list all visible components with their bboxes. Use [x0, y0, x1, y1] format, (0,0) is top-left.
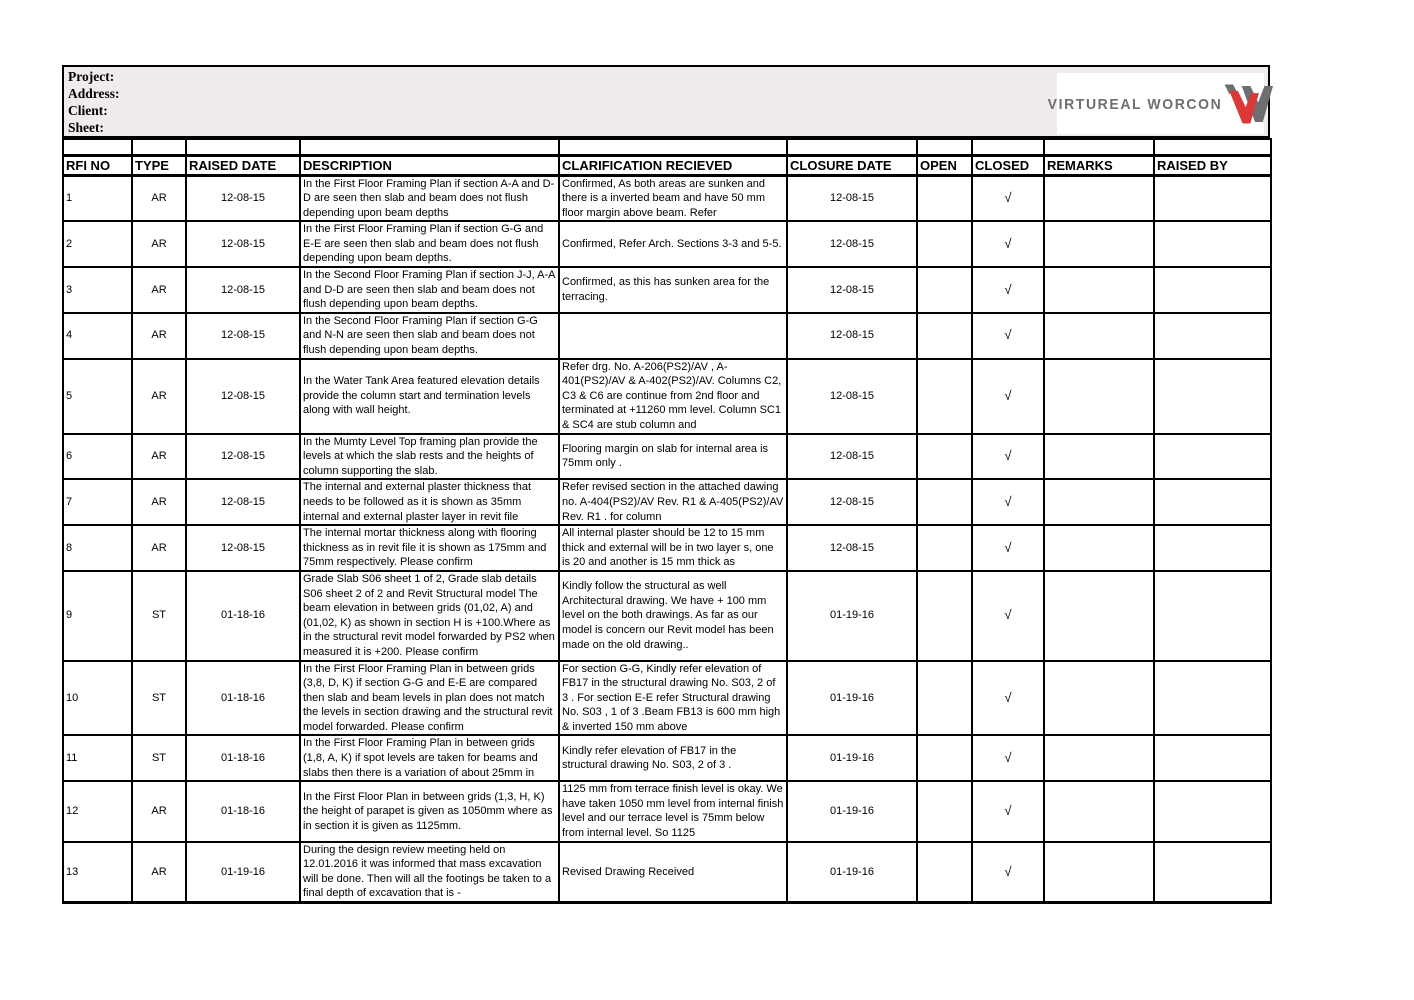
cell-open: [917, 221, 972, 267]
spacer-cell: [787, 139, 917, 155]
spacer-cell: [972, 139, 1044, 155]
cell-closed-check: √: [972, 359, 1044, 434]
cell-type: ST: [132, 735, 186, 781]
client-label: Client:: [68, 103, 108, 118]
cell-raised-date: 01-18-16: [186, 571, 300, 661]
cell-raised-date: 12-08-15: [186, 434, 300, 480]
table-row: [63, 661, 1271, 736]
cell-closed-check: √: [972, 842, 1044, 903]
cell-description: In the First Floor Framing Plan in between grids (1,8, A, K) if spot levels are taken for beams and slabs then there is a variation of about 25mm in: [300, 735, 559, 781]
cell-closed-check: √: [972, 313, 1044, 359]
cell-remarks: [1044, 781, 1154, 841]
cell-closed-check: √: [972, 479, 1044, 525]
cell-raised-date: 12-08-15: [186, 479, 300, 525]
cell-rfi-no: 13: [63, 842, 132, 903]
cell-remarks: [1044, 525, 1154, 571]
cell-remarks: [1044, 175, 1154, 221]
cell-clarification: Refer revised section in the attached dawing no. A-404(PS2)/AV Rev. R1 & A-405(PS2)/AV Rev. R1 . for column: [559, 479, 787, 525]
cell-raised-by: [1154, 842, 1271, 903]
cell-closed-check: √: [972, 781, 1044, 841]
spacer-cell: [63, 139, 132, 155]
col-header-description: DESCRIPTION: [300, 155, 559, 175]
company-logo: [1047, 73, 1264, 134]
cell-open: [917, 175, 972, 221]
cell-remarks: [1044, 571, 1154, 661]
cell-clarification: 1125 mm from terrace finish level is okay. We have taken 1050 mm level from internal finish level and our terrace level is 75mm below from internal level. So 1125: [559, 781, 787, 841]
cell-rfi-no: 9: [63, 571, 132, 661]
cell-description: In the Mumty Level Top framing plan provide the levels at which the slab rests and the heights of column supporting the slab.: [300, 434, 559, 480]
cell-open: [917, 571, 972, 661]
cell-remarks: [1044, 221, 1154, 267]
cell-closure-date: 12-08-15: [787, 175, 917, 221]
cell-open: [917, 661, 972, 736]
cell-raised-date: 01-18-16: [186, 735, 300, 781]
cell-type: AR: [132, 781, 186, 841]
cell-raised-date: 01-18-16: [186, 781, 300, 841]
address-label: Address:: [68, 86, 120, 101]
cell-clarification: Confirmed, as this has sunken area for the terracing.: [559, 267, 787, 313]
cell-closed-check: √: [972, 267, 1044, 313]
project-label: Project:: [68, 69, 115, 84]
cell-raised-date: 01-18-16: [186, 661, 300, 736]
cell-raised-by: [1154, 267, 1271, 313]
cell-remarks: [1044, 267, 1154, 313]
cell-raised-date: 12-08-15: [186, 525, 300, 571]
cell-raised-by: [1154, 571, 1271, 661]
spacer-cell: [559, 139, 787, 155]
table-row: [63, 735, 1271, 781]
rfi-log-sheet: [62, 65, 1270, 904]
cell-raised-by: [1154, 359, 1271, 434]
cell-open: [917, 267, 972, 313]
cell-remarks: [1044, 313, 1154, 359]
col-header-closed: CLOSED: [972, 155, 1044, 175]
cell-raised-by: [1154, 221, 1271, 267]
cell-raised-date: 12-08-15: [186, 175, 300, 221]
cell-open: [917, 359, 972, 434]
col-header-rfi-no: RFI NO: [63, 155, 132, 175]
cell-remarks: [1044, 479, 1154, 525]
cell-closure-date: 01-19-16: [787, 735, 917, 781]
cell-rfi-no: 11: [63, 735, 132, 781]
table-row: [63, 842, 1271, 903]
cell-remarks: [1044, 735, 1154, 781]
table-row: [63, 781, 1271, 841]
sheet-label: Sheet:: [68, 120, 104, 135]
cell-closure-date: 12-08-15: [787, 479, 917, 525]
cell-description: In the First Floor Plan in between grids (1,3, H, K) the height of parapet is given as 1050mm where as in section it is given as 1125mm.: [300, 781, 559, 841]
cell-open: [917, 434, 972, 480]
cell-closure-date: 01-19-16: [787, 842, 917, 903]
cell-closed-check: √: [972, 434, 1044, 480]
col-header-remarks: REMARKS: [1044, 155, 1154, 175]
cell-open: [917, 313, 972, 359]
cell-raised-by: [1154, 525, 1271, 571]
cell-open: [917, 479, 972, 525]
col-header-raised-by: RAISED BY: [1154, 155, 1271, 175]
cell-type: AR: [132, 434, 186, 480]
table-row: [63, 175, 1271, 221]
spacer-cell: [917, 139, 972, 155]
cell-rfi-no: 12: [63, 781, 132, 841]
spacer-cell: [132, 139, 186, 155]
cell-description: In the Second Floor Framing Plan if section G-G and N-N are seen then slab and beam does not flush depending upon beam depths.: [300, 313, 559, 359]
spacer-cell: [1044, 139, 1154, 155]
table-row: [63, 434, 1271, 480]
col-header-closure-date: CLOSURE DATE: [787, 155, 917, 175]
cell-closure-date: 01-19-16: [787, 661, 917, 736]
table-row: [63, 479, 1271, 525]
cell-clarification: Kindly refer elevation of FB17 in the structural drawing No. S03, 2 of 3 .: [559, 735, 787, 781]
cell-raised-date: 01-19-16: [186, 842, 300, 903]
table-row: [63, 525, 1271, 571]
cell-description: The internal and external plaster thickness that needs to be followed as it is shown as 35mm internal and external plaster layer in revit file: [300, 479, 559, 525]
cell-closure-date: 12-08-15: [787, 525, 917, 571]
cell-closure-date: 01-19-16: [787, 571, 917, 661]
cell-type: AR: [132, 221, 186, 267]
cell-remarks: [1044, 359, 1154, 434]
cell-raised-date: 12-08-15: [186, 267, 300, 313]
cell-raised-date: 12-08-15: [186, 313, 300, 359]
spacer-cell: [1154, 139, 1271, 155]
table-row: [63, 359, 1271, 434]
cell-rfi-no: 4: [63, 313, 132, 359]
cell-raised-by: [1154, 175, 1271, 221]
table-header-row: [63, 155, 1271, 175]
cell-description: In the First Floor Framing Plan if section G-G and E-E are seen then slab and beam does not flush depending upon beam depths.: [300, 221, 559, 267]
cell-rfi-no: 3: [63, 267, 132, 313]
cell-rfi-no: 2: [63, 221, 132, 267]
cell-open: [917, 842, 972, 903]
cell-open: [917, 525, 972, 571]
cell-clarification: Refer drg. No. A-206(PS2)/AV , A-401(PS2)/AV & A-402(PS2)/AV. Columns C2, C3 & C6 are continue from 2nd floor and terminated at +11260 mm level. Column SC1 & SC4 are stub column and: [559, 359, 787, 434]
table-row: [63, 571, 1271, 661]
cell-description: In the First Floor Framing Plan in between grids (3,8, D, K) if section G-G and E-E are compared then slab and beam levels in plan does not match the levels in section drawing and the structural revit model forwarded. Please confirm: [300, 661, 559, 736]
cell-rfi-no: 1: [63, 175, 132, 221]
cell-open: [917, 735, 972, 781]
cell-clarification: Kindly follow the structural as well Architectural drawing. We have + 100 mm level on the both drawings. As far as our model is concern our Revit model has been made on the old drawing..: [559, 571, 787, 661]
spacer-row: [63, 139, 1271, 155]
cell-clarification: Confirmed, As both areas are sunken and there is a inverted beam and have 50 mm floor margin above beam. Refer: [559, 175, 787, 221]
cell-raised-by: [1154, 313, 1271, 359]
cell-closed-check: √: [972, 661, 1044, 736]
cell-closure-date: 12-08-15: [787, 359, 917, 434]
cell-type: AR: [132, 175, 186, 221]
spacer-cell: [186, 139, 300, 155]
cell-closure-date: 12-08-15: [787, 267, 917, 313]
project-info-block: [62, 65, 1270, 138]
col-header-raised-date: RAISED DATE: [186, 155, 300, 175]
cell-clarification: Confirmed, Refer Arch. Sections 3-3 and 5-5.: [559, 221, 787, 267]
cell-raised-by: [1154, 661, 1271, 736]
cell-description: During the design review meeting held on 12.01.2016 it was informed that mass excavation will be done. Then will all the footings be taken to a final depth of excavation that is -: [300, 842, 559, 903]
cell-remarks: [1044, 842, 1154, 903]
cell-closure-date: 12-08-15: [787, 313, 917, 359]
spacer-cell: [300, 139, 559, 155]
cell-remarks: [1044, 661, 1154, 736]
cell-rfi-no: 5: [63, 359, 132, 434]
cell-type: AR: [132, 267, 186, 313]
cell-clarification: Revised Drawing Received: [559, 842, 787, 903]
cell-closed-check: √: [972, 735, 1044, 781]
cell-closure-date: 12-08-15: [787, 434, 917, 480]
table-row: [63, 221, 1271, 267]
cell-type: AR: [132, 479, 186, 525]
cell-description: The internal mortar thickness along with flooring thickness as in revit file it is shown as 175mm and 75mm respectively. Please confirm: [300, 525, 559, 571]
table-row: [63, 313, 1271, 359]
cell-type: ST: [132, 571, 186, 661]
cell-rfi-no: 8: [63, 525, 132, 571]
cell-description: Grade Slab S06 sheet 1 of 2, Grade slab details S06 sheet 2 of 2 and Revit Structural model The beam elevation in between grids (01,02, A) and (01,02, K) as shown in section H is +100.Where as in the structural revit model forwarded by PS2 when measured it is +200. Please confirm: [300, 571, 559, 661]
cell-closed-check: √: [972, 525, 1044, 571]
cell-type: AR: [132, 525, 186, 571]
cell-description: In the Second Floor Framing Plan if section J-J, A-A and D-D are seen then slab and beam does not flush depending upon beam depths.: [300, 267, 559, 313]
rfi-table: [62, 138, 1272, 904]
company-logo-text: VIRTUREAL WORCON: [1047, 95, 1223, 112]
col-header-type: TYPE: [132, 155, 186, 175]
cell-raised-by: [1154, 479, 1271, 525]
cell-type: AR: [132, 842, 186, 903]
cell-closed-check: √: [972, 175, 1044, 221]
cell-description: In the First Floor Framing Plan if section A-A and D-D are seen then slab and beam does not flush depending upon beam depths: [300, 175, 559, 221]
cell-closure-date: 01-19-16: [787, 781, 917, 841]
col-header-clarification: CLARIFICATION RECIEVED: [559, 155, 787, 175]
cell-closure-date: 12-08-15: [787, 221, 917, 267]
cell-raised-by: [1154, 434, 1271, 480]
cell-closed-check: √: [972, 221, 1044, 267]
cell-raised-by: [1154, 781, 1271, 841]
cell-clarification: Flooring margin on slab for internal area is 75mm only .: [559, 434, 787, 480]
cell-description: In the Water Tank Area featured elevation details provide the column start and termination levels along with wall height.: [300, 359, 559, 434]
cell-rfi-no: 7: [63, 479, 132, 525]
cell-type: ST: [132, 661, 186, 736]
cell-clarification: For section G-G, Kindly refer elevation of FB17 in the structural drawing No. S03, 2 of 3 . For section E-E refer Structural drawing No. S03 , 1 of 3 .Beam FB13 is 600 mm high & inverted 150 mm above: [559, 661, 787, 736]
company-logo-w-mark: [1223, 81, 1273, 127]
cell-raised-date: 12-08-15: [186, 221, 300, 267]
cell-raised-date: 12-08-15: [186, 359, 300, 434]
table-row: [63, 267, 1271, 313]
cell-remarks: [1044, 434, 1154, 480]
cell-clarification: All internal plaster should be 12 to 15 mm thick and external will be in two layer s, one is 20 and another is 15 mm thick as: [559, 525, 787, 571]
cell-type: AR: [132, 313, 186, 359]
cell-closed-check: √: [972, 571, 1044, 661]
cell-rfi-no: 10: [63, 661, 132, 736]
cell-open: [917, 781, 972, 841]
col-header-open: OPEN: [917, 155, 972, 175]
cell-rfi-no: 6: [63, 434, 132, 480]
cell-type: AR: [132, 359, 186, 434]
cell-clarification: [559, 313, 787, 359]
cell-raised-by: [1154, 735, 1271, 781]
